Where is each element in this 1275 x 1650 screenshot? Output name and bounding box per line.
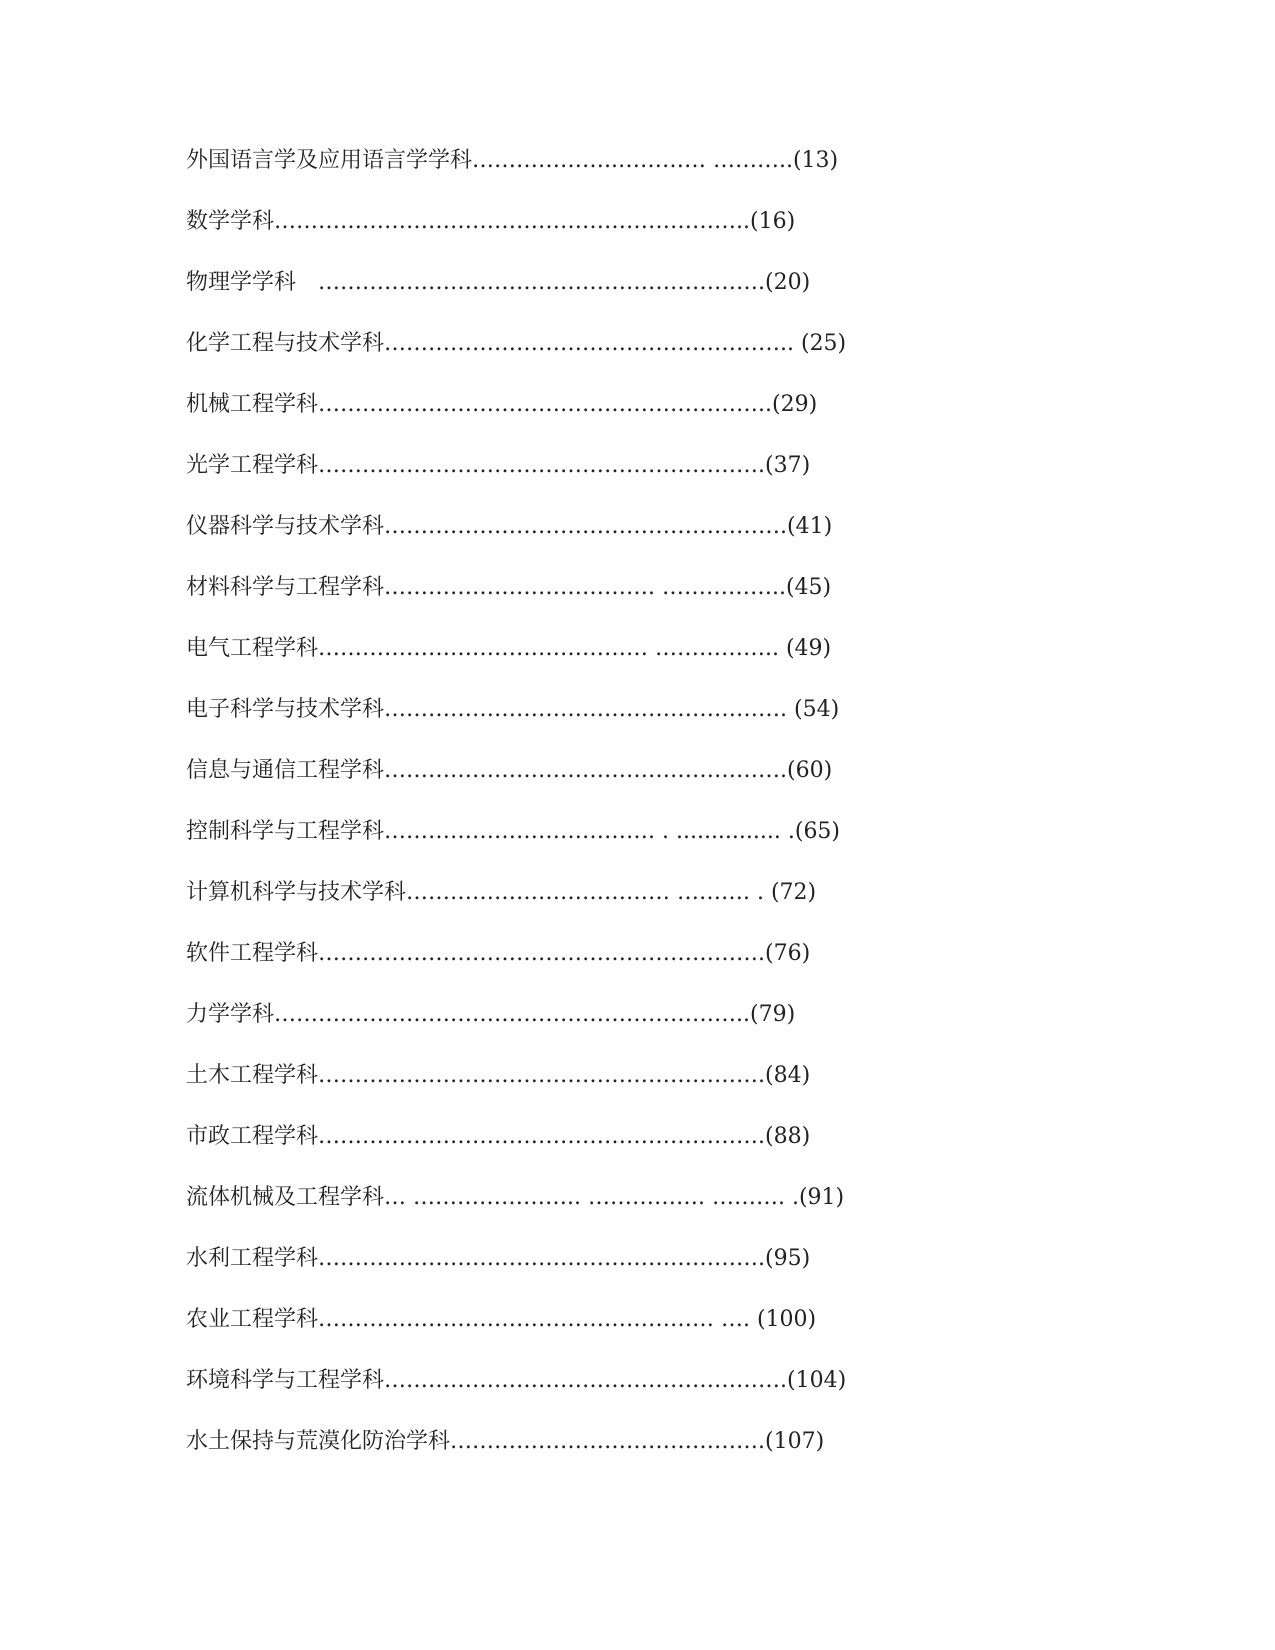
toc-entry — [186, 756, 846, 817]
toc-entry — [186, 512, 846, 573]
toc-entry — [186, 390, 846, 451]
toc-entry-text: 软件工程学科…………………………………………………….(76) — [186, 941, 811, 966]
toc-entry-text: 数学学科………………………………………………………..(16) — [186, 209, 796, 234]
toc-entry — [186, 451, 846, 512]
toc-entry — [186, 817, 846, 878]
toc-entry-text: 电气工程学科……………………………………… …………….. (49) — [186, 636, 832, 661]
toc-entry — [186, 695, 846, 756]
toc-entry-text: 土木工程学科…………………………………………………….(84) — [186, 1063, 811, 1088]
toc-entry — [186, 1122, 846, 1183]
toc-entry-text: 仪器科学与技术学科……………………………………………….(41) — [186, 514, 833, 539]
toc-entry — [186, 207, 846, 268]
toc-entry-text: 外国语言学及应用语言学学科………………..………… ………..(13) — [186, 148, 839, 173]
toc-entry-text: 流体机械及工程学科… ………………….. ……………. ………. .(91) — [186, 1185, 845, 1210]
toc-entry-text: 物理学学科 …………………………………………………….(20) — [186, 270, 811, 295]
toc-entry-text: 机械工程学科……………………………………………………..(29) — [186, 392, 818, 417]
toc-entry — [186, 1244, 846, 1305]
toc-entry-text: 化学工程与技术学科……………………………………………….. (25) — [186, 331, 847, 356]
toc-entry-text: 水土保持与荒漠化防治学科…………………………………….(107) — [186, 1429, 825, 1454]
toc-entry — [186, 1366, 846, 1427]
toc-entry-text: 材料科学与工程学科………………………………. ……………..(45) — [186, 575, 832, 600]
toc-entry-text: 控制科学与工程学科………………………………. . ............... .(65) — [186, 819, 841, 844]
toc-entry-text: 电子科学与技术学科………………………………………………. (54) — [186, 697, 840, 722]
table-of-contents — [186, 146, 846, 1488]
toc-entry-text: 计算机科学与技术学科……………………………… ………. . (72) — [186, 880, 817, 905]
toc-entry — [186, 1305, 846, 1366]
toc-entry-text: 水利工程学科…………………………………………………….(95) — [186, 1246, 811, 1271]
toc-entry-text: 农业工程学科……………………………………………… …. (100) — [186, 1307, 817, 1332]
toc-entry — [186, 146, 846, 207]
toc-entry-text: 市政工程学科…………………………………………………….(88) — [186, 1124, 811, 1149]
toc-entry — [186, 878, 846, 939]
toc-entry — [186, 939, 846, 1000]
toc-entry-text: 光学工程学科…………………………………………………….(37) — [186, 453, 811, 478]
toc-entry — [186, 1183, 846, 1244]
toc-entry-text: 力学学科………………………………………………………..(79) — [186, 1002, 796, 1027]
toc-entry — [186, 634, 846, 695]
toc-entry — [186, 329, 846, 390]
toc-entry — [186, 1061, 846, 1122]
toc-entry — [186, 268, 846, 329]
toc-entry — [186, 1000, 846, 1061]
toc-entry — [186, 573, 846, 634]
toc-entry — [186, 1427, 846, 1488]
toc-entry-text: 信息与通信工程学科……………………………………………….(60) — [186, 758, 833, 783]
toc-entry-text: 环境科学与工程学科……………………………………………….(104) — [186, 1368, 847, 1393]
